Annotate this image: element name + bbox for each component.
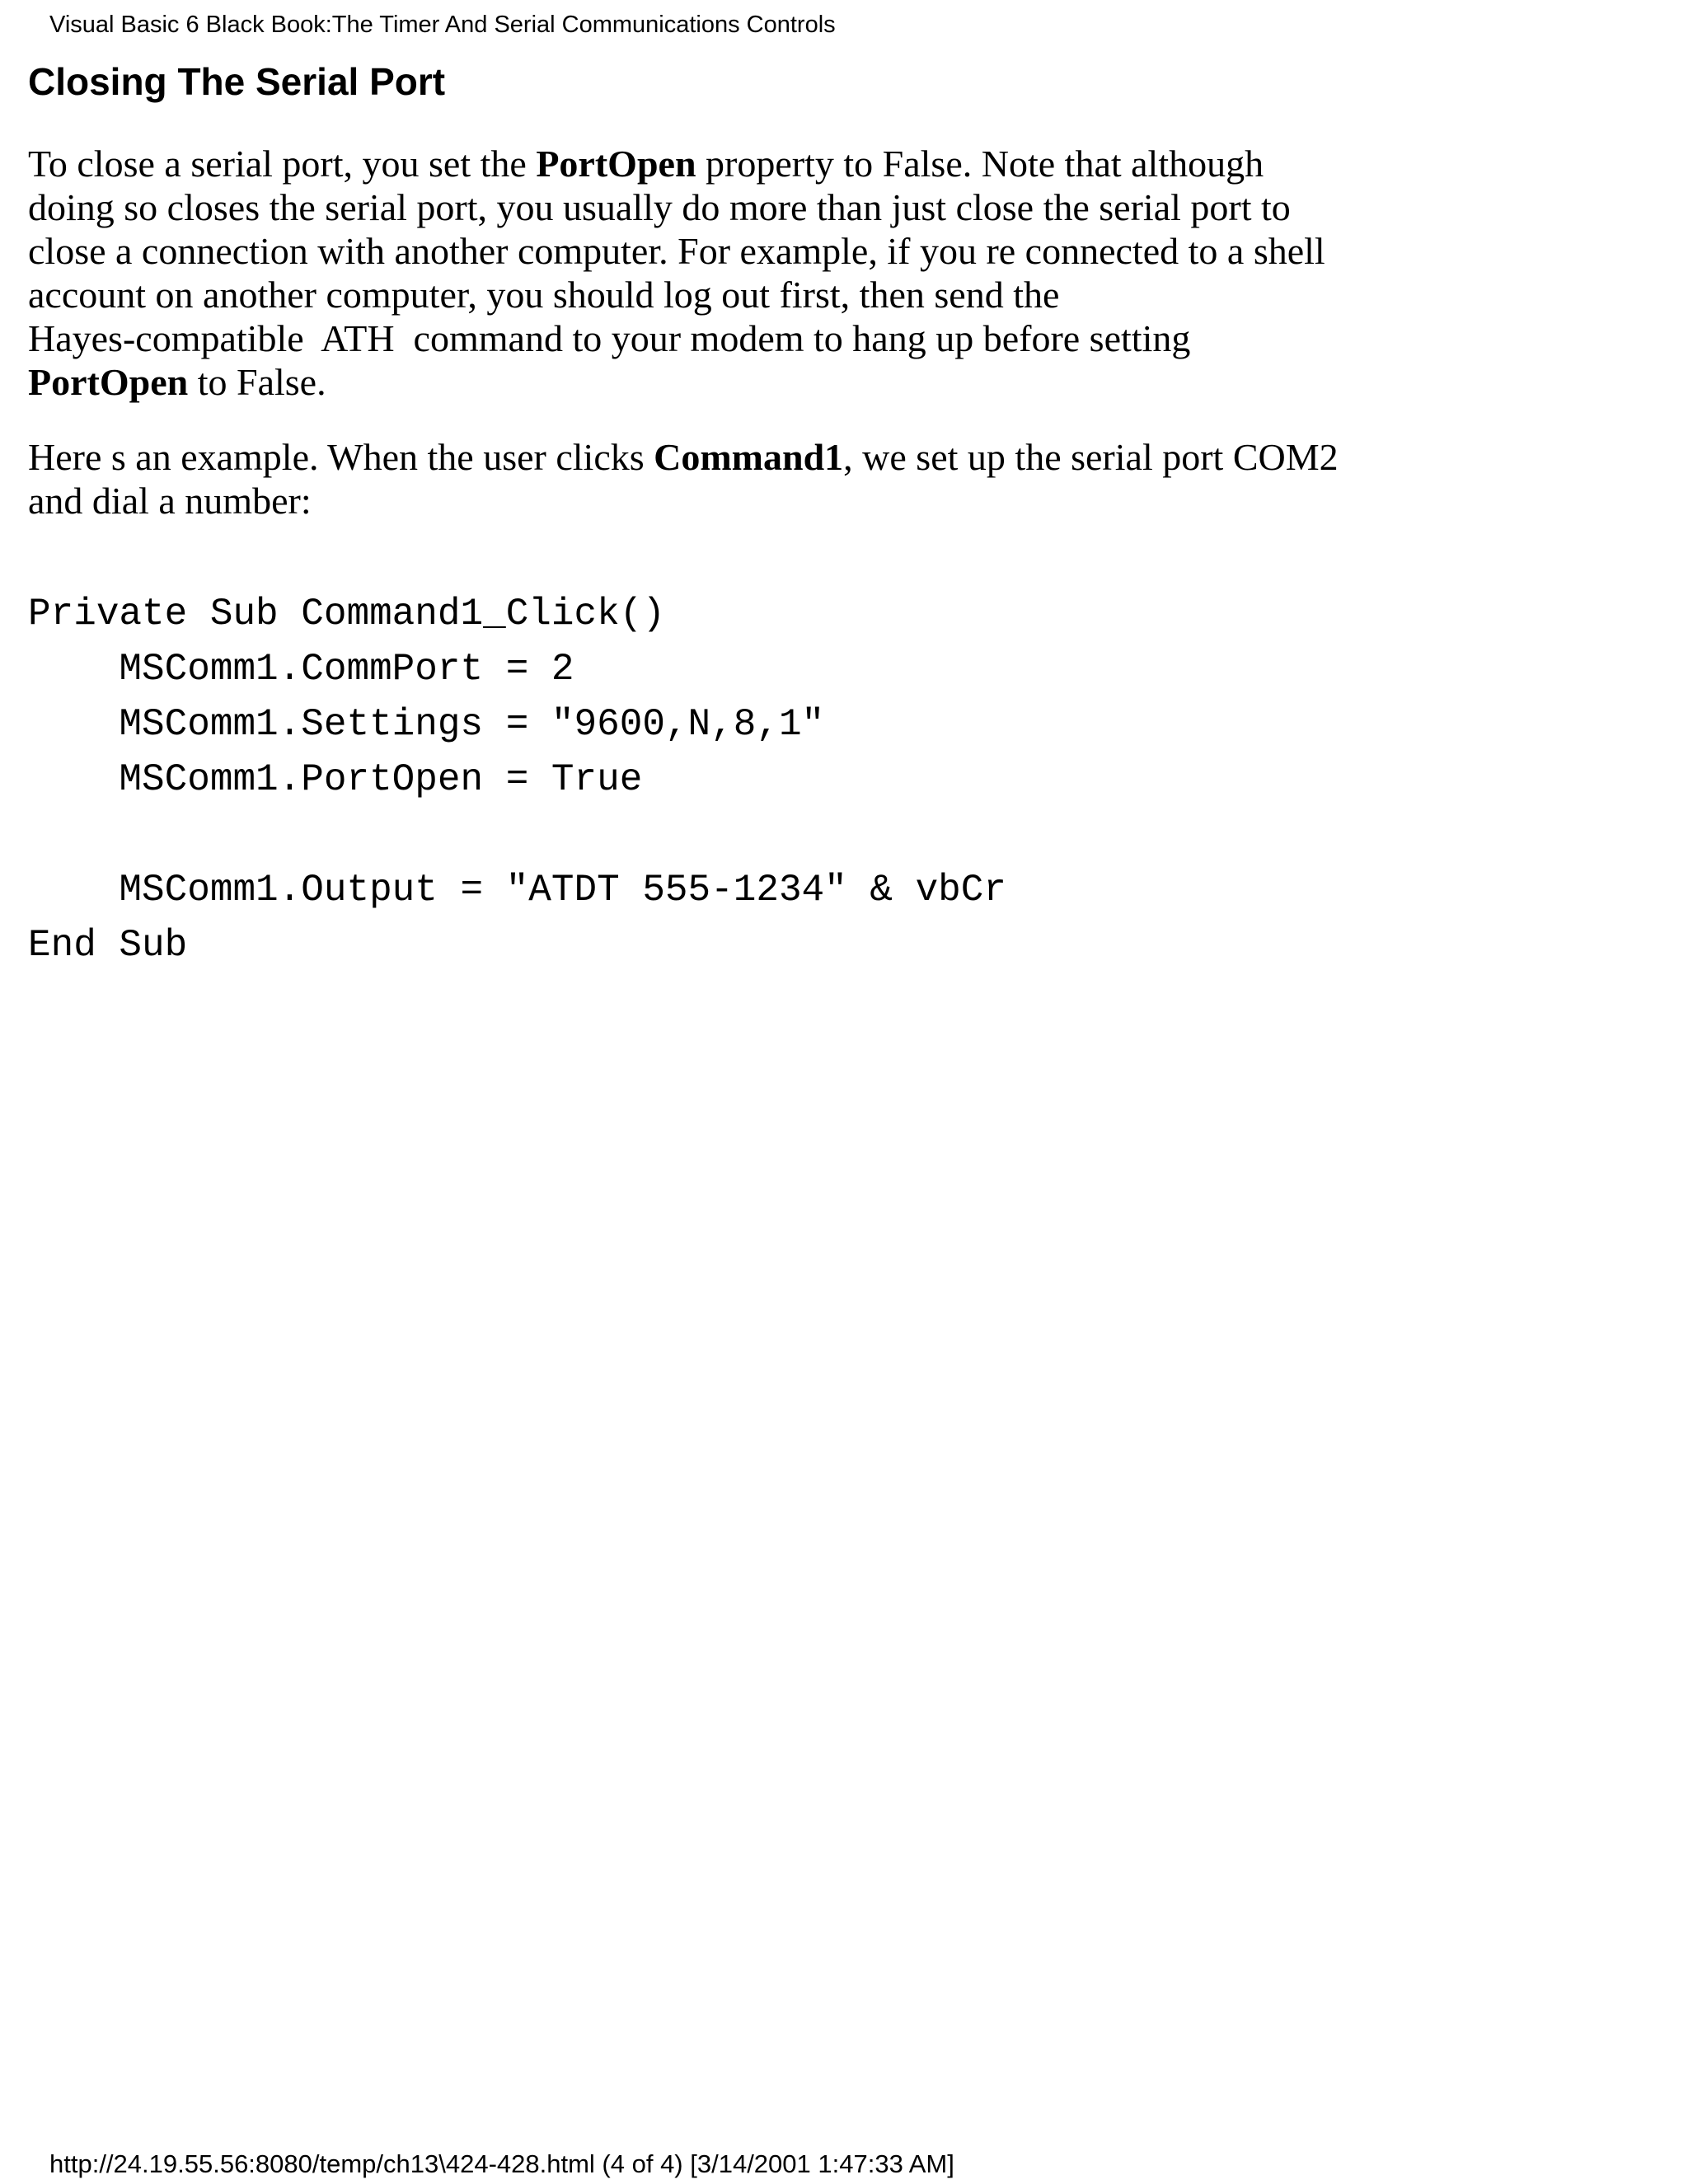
code-line: MSComm1.CommPort = 2: [28, 648, 574, 691]
text-run: property to False. Note that although: [696, 143, 1264, 185]
code-line: MSComm1.Output = "ATDT 555-1234" & vbCr: [28, 869, 1006, 912]
code-line: End Sub: [28, 924, 188, 967]
page-footer-url: http://24.19.55.56:8080/temp/ch13\424-428.html (4 of 4) [3/14/2001 1:47:33 AM]: [49, 2149, 954, 2178]
paragraph-line: close a connection with another computer. For example, if you re connected to a shell: [28, 230, 1325, 272]
paragraph-line: account on another computer, you should log out first, then send the: [28, 274, 1060, 316]
text-run: To close a serial port, you set the: [28, 143, 537, 185]
inline-term-portopen: PortOpen: [28, 361, 189, 403]
paragraph-line: [28, 360, 1325, 404]
body-paragraph-2: [28, 435, 1339, 523]
code-line: Private Sub Command1_Click(): [28, 593, 665, 635]
inline-term-command1: Command1: [654, 436, 844, 478]
code-line: MSComm1.Settings = "9600,N,8,1": [28, 703, 825, 746]
paragraph-line: [28, 142, 1325, 185]
text-run: to False.: [188, 361, 326, 403]
running-header: Visual Basic 6 Black Book:The Timer And Serial Communications Controls: [49, 12, 836, 38]
text-run: Here s an example. When the user clicks: [28, 436, 654, 478]
section-title: Closing The Serial Port: [28, 60, 446, 103]
body-paragraph-1: [28, 142, 1325, 404]
code-listing: [28, 587, 1006, 973]
inline-term-portopen: PortOpen: [536, 143, 696, 185]
code-line: MSComm1.PortOpen = True: [28, 758, 643, 801]
paragraph-line: [28, 435, 1339, 479]
paragraph-line: and dial a number:: [28, 480, 312, 522]
text-run: , we set up the serial port COM2: [843, 436, 1339, 478]
code-line-blank: [28, 808, 1006, 863]
paragraph-line: doing so closes the serial port, you usually do more than just close the serial port to: [28, 186, 1291, 228]
paragraph-line: Hayes-compatible ATH command to your modem to hang up before setting: [28, 317, 1191, 359]
